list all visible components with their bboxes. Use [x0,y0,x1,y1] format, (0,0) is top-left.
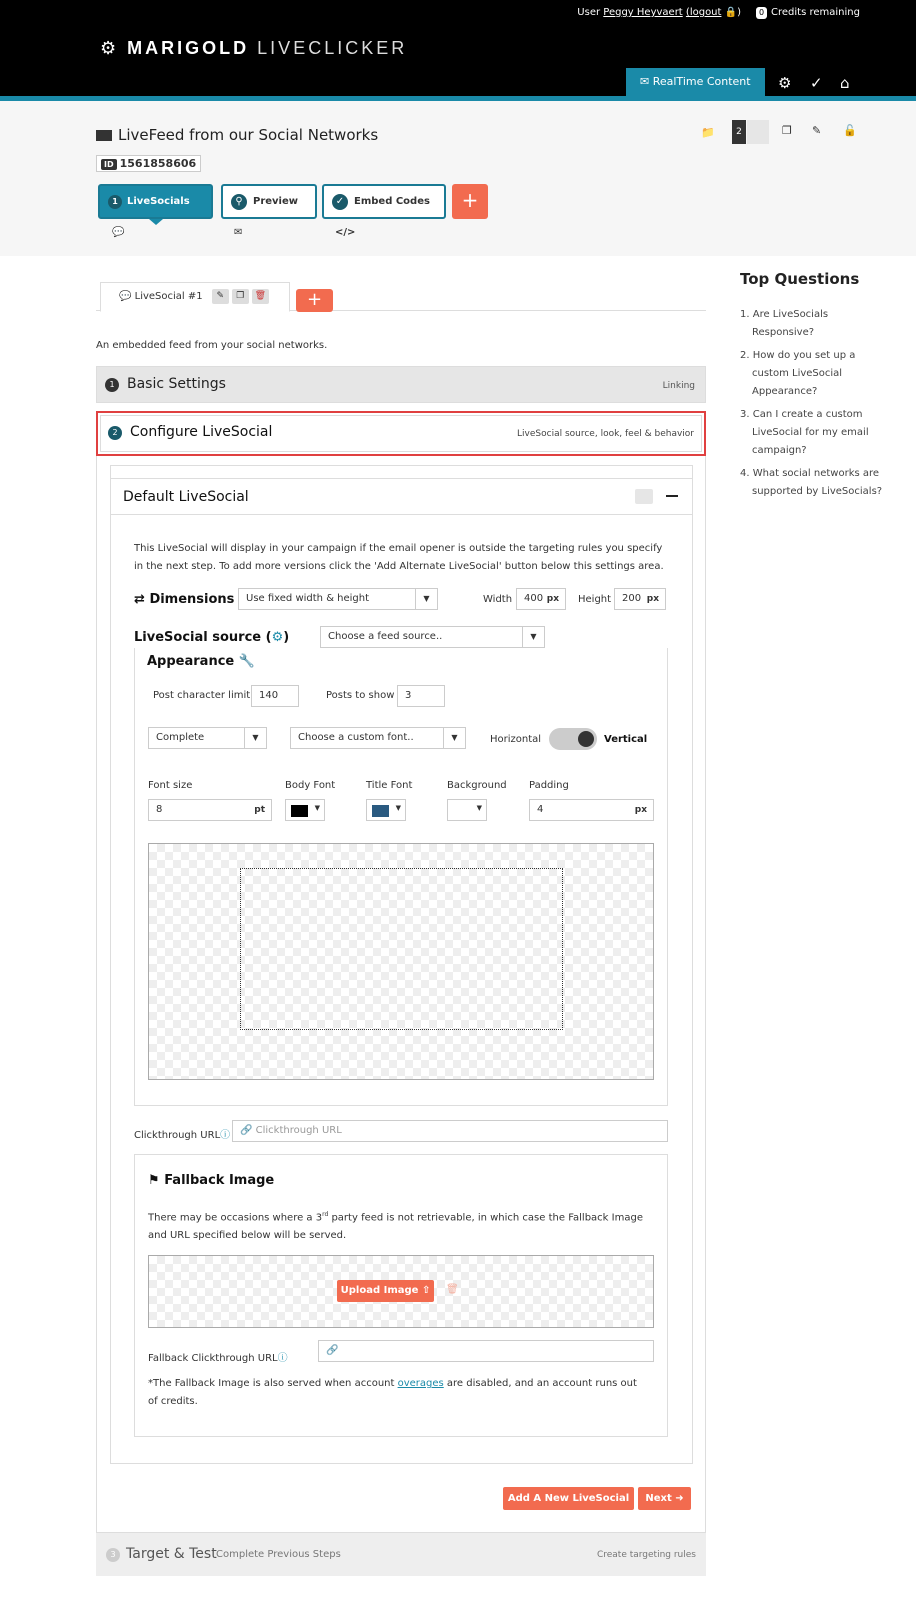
plus-icon: + [461,188,479,212]
dimensions-label: ⇄ Dimensions [134,592,235,607]
title-font-label: Title Font [366,780,413,791]
logout-link[interactable]: (logout [685,7,722,18]
swap-icon: ⇄ [134,592,145,607]
title-font-color[interactable] [366,799,406,821]
appearance-title: Appearance 🔧 [147,654,255,669]
trash-icon[interactable]: 🗑 [446,1284,459,1295]
font-size-input[interactable]: 8 pt [148,799,272,821]
preview-frame [240,868,563,1030]
fallback-url-input[interactable] [318,1340,654,1362]
chat-icon: 💬 [112,227,125,238]
link-icon: 🔗 [326,1345,339,1356]
body-font-label: Body Font [285,780,336,791]
active-step-pointer [149,219,163,225]
envelope-icon: ✉ [234,227,243,238]
tab-livesocial-1[interactable]: 💬 LiveSocial #1 ✎ ❐ 🗑 [100,282,290,312]
stats-icon[interactable] [747,120,769,144]
copy-icon[interactable]: ❐ [782,124,792,137]
chevron-down-icon: ▼ [314,804,320,812]
next-button[interactable]: Next ➜ [638,1487,691,1510]
orientation-toggle[interactable] [549,728,597,750]
width-label: Width [483,594,513,605]
source-select[interactable]: Choose a feed source.. ▼ [320,626,545,648]
char-limit-label: Post character limit [153,690,251,701]
padding-label: Padding [529,780,569,791]
settings-gear-icon[interactable]: ⚙ [778,74,792,92]
version-count[interactable]: 2 [732,120,746,144]
add-tab-button[interactable] [296,289,333,312]
question-item[interactable]: 4. What social networks are supported by LiveSocials? [740,468,883,497]
top-questions [740,270,890,506]
gear-icon[interactable]: ⚙ [271,630,284,645]
home-icon[interactable]: ⌂ [840,74,850,92]
plus-icon: + [306,289,323,310]
edit-icon[interactable]: ✎ [812,124,822,137]
background-color[interactable] [447,799,487,821]
credits-badge: 0 [756,7,767,19]
question-item[interactable]: 3. Can I create a custom LiveSocial for my email campaign? [740,409,869,456]
code-icon: </> [335,227,356,238]
body-font-color[interactable] [285,799,325,821]
question-item[interactable]: 2. How do you set up a custom LiveSocial Appearance? [740,350,856,397]
user-name-link[interactable]: Peggy Heyvaert [603,7,683,18]
source-label: LiveSocial source (⚙) [134,630,290,645]
default-livesocial-header: Default LiveSocial [110,478,693,515]
section-target-test: 3 Target & Test Complete Previous Steps Create targeting rules [96,1532,706,1576]
lock-icon: 🔒 [724,7,738,18]
posts-label: Posts to show [326,690,395,701]
plug-icon[interactable]: ✓ [810,74,823,92]
copy-icon[interactable] [635,489,653,504]
link-icon: 🔗 [240,1125,253,1136]
livesocial-tabs [96,282,706,311]
section-configure-livesocial[interactable]: 2 Configure LiveSocial LiveSocial source, look, feel & behavior [96,411,706,456]
clickthrough-input[interactable]: 🔗 Clickthrough URL [232,1120,668,1142]
section-basic-settings[interactable]: 1 Basic Settings Linking [96,366,706,403]
default-intro: This LiveSocial will display in your campaign if the email opener is outside the targeting rules you specify in the next step. To add more versions click the 'Add Alternate LiveSocial' button below this settings area. [134,543,664,572]
unlock-icon[interactable]: 🔓 [843,124,857,137]
vertical-label: Vertical [604,734,648,745]
overages-link[interactable]: overages [397,1378,444,1389]
step-livesocials[interactable]: 1 LiveSocials 💬 [98,184,213,219]
envelope-icon [96,130,112,141]
fallback-title: ⚑ Fallback Image [148,1173,275,1188]
chevron-down-icon: ▼ [476,804,482,812]
help-icon[interactable]: ⓘ [277,1353,288,1364]
height-label: Height [578,594,612,605]
background-label: Background [447,780,507,791]
horizontal-label: Horizontal [490,734,542,745]
body-color-swatch [291,805,308,817]
collapse-icon[interactable] [666,495,678,497]
font-size-label: Font size [148,780,193,791]
top-questions-title: Top Questions [740,270,860,288]
chevron-down-icon: ▼ [244,728,266,748]
title-color-swatch [372,805,389,817]
height-input[interactable]: 200 px [614,588,666,610]
width-input[interactable]: 400 px [516,588,566,610]
chevron-down-icon: ▼ [415,589,437,609]
posts-input[interactable]: 3 [397,685,445,707]
clickthrough-label: Clickthrough URLⓘ [134,1130,231,1141]
realtime-content-button[interactable]: ✉ RealTime Content [626,68,765,96]
fallback-note: *The Fallback Image is also served when account overages are disabled, and an account runs out of credits. [148,1378,637,1407]
fallback-text: There may be occasions where a 3rd party feed is not retrievable, in which case the Fallback Image and URL specified below will be served. [148,1211,643,1242]
char-limit-input[interactable]: 140 [251,685,299,707]
page-description: An embedded feed from your social networks. [96,340,328,351]
step-embed-codes[interactable]: ✓ Embed Codes </> [322,184,446,219]
logo-gear-icon: ⚙ [100,38,120,58]
fallback-url-label: Fallback Clickthrough URLⓘ [148,1353,288,1364]
page-header [0,101,916,256]
font-select[interactable]: Choose a custom font.. ▼ [290,727,466,749]
folder-icon[interactable]: 📁 [701,126,715,139]
upload-icon: ⇧ [421,1285,431,1296]
dimensions-select[interactable]: Use fixed width & height ▼ [238,588,438,610]
help-icon[interactable]: ⓘ [220,1130,231,1141]
step-preview[interactable]: ⚲ Preview ✉ [221,184,317,219]
id-badge: ID 1561858606 [96,155,201,172]
check-icon: ✓ [332,194,348,210]
chevron-down-icon: ▼ [395,804,401,812]
chevron-down-icon: ▼ [522,627,544,647]
wrench-icon: 🔧 [238,654,255,669]
upload-image-button[interactable]: Upload Image ⇧ [337,1280,434,1302]
plus-icon: + [564,1516,573,1527]
chat-icon: 💬 [119,291,132,302]
edit-icon[interactable]: ✎ [212,289,229,304]
flag-icon: ⚑ [148,1173,160,1188]
style-select[interactable]: Complete ▼ [148,727,267,749]
arrow-right-icon: ➜ [675,1493,684,1504]
add-new-livesocial-button[interactable]: Add A New LiveSocial + [503,1487,634,1510]
copy-icon[interactable]: ❐ [232,289,249,304]
marigold-logo: ⚙ MARIGOLD LIVECLICKER [100,38,408,58]
user-prefix: User [577,7,601,18]
padding-input[interactable]: 4 px [529,799,654,821]
add-step-button[interactable] [452,184,488,219]
preview-area [148,843,654,1080]
search-icon: ⚲ [231,194,247,210]
question-item[interactable]: 1. Are LiveSocials Responsive? [740,309,829,338]
trash-icon[interactable]: 🗑 [252,289,269,304]
page-title: LiveFeed from our Social Networks [96,126,378,144]
user-line: User Peggy Heyvaert (logout 🔒) [577,7,741,18]
credits-remaining: 0 Credits remaining [756,7,860,19]
chevron-down-icon: ▼ [443,728,465,748]
envelope-icon: ✉ [640,75,650,88]
